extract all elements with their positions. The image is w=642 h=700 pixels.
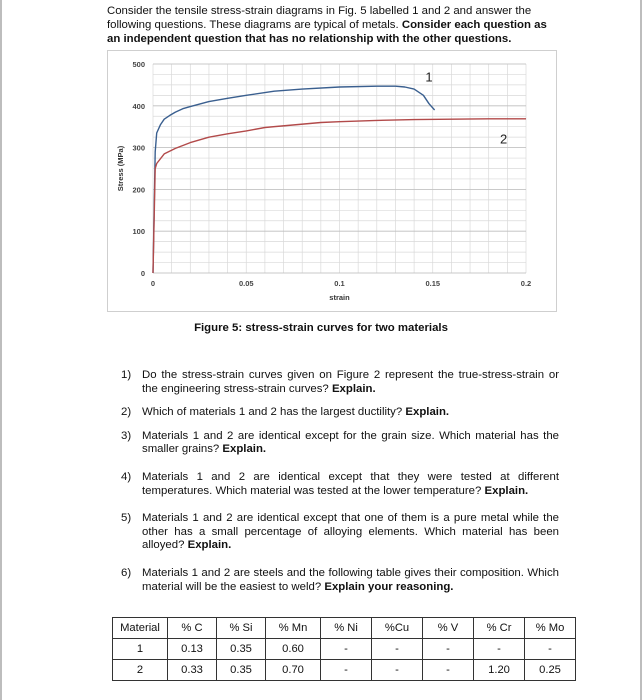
- table-cell: 0.13: [168, 639, 217, 660]
- table-cell: 0.35: [217, 660, 266, 681]
- table-cell: -: [372, 639, 423, 660]
- question-2: [121, 406, 559, 420]
- x-tick-label: 0.2: [520, 279, 532, 288]
- question-number: 2): [121, 406, 132, 419]
- table-header-cell: % Mo: [525, 618, 576, 639]
- table-cell: 0.35: [217, 639, 266, 660]
- question-emphasis: Explain.: [331, 382, 376, 395]
- table-header-cell: % V: [423, 618, 474, 639]
- question-number: 1): [121, 369, 132, 381]
- table-cell: -: [321, 639, 372, 660]
- intro-paragraph: [107, 4, 562, 47]
- composition-table: [112, 617, 576, 681]
- table-header-cell: % Ni: [321, 618, 372, 639]
- y-tick-label: 400: [132, 101, 145, 111]
- y-tick-label: 0: [140, 269, 145, 278]
- table-header-cell: % Si: [217, 618, 266, 639]
- table-cell: 0.60: [266, 639, 321, 660]
- table-cell: -: [372, 660, 423, 681]
- question-text: Do the stress-strain curves given on Figure 2 represent the true-stress-strain or the engineering stress-strain curves?: [142, 369, 559, 395]
- y-tick-label: 500: [132, 60, 145, 69]
- question-text: Materials 1 and 2 are steels and the following table gives their composition. Which material will be the easiest to weld?: [142, 566, 559, 593]
- table-cell: 1.20: [474, 660, 525, 681]
- y-tick-label: 300: [132, 143, 145, 153]
- table-cell: 0.25: [525, 660, 576, 681]
- table-cell: -: [423, 639, 474, 660]
- question-number: 4): [121, 470, 132, 483]
- table-header-row: [113, 618, 576, 639]
- curve-label-1: 1: [425, 69, 433, 85]
- table-header-cell: % Mn: [266, 618, 321, 639]
- figure-caption: Figure 5: stress-strain curves for two materials: [194, 322, 448, 334]
- question-emphasis: Explain.: [484, 484, 529, 497]
- x-axis-label: strain: [329, 293, 350, 302]
- table-header-cell: %Cu: [372, 618, 423, 639]
- question-emphasis: Explain.: [222, 443, 267, 456]
- table-cell: -: [321, 660, 372, 681]
- stress-strain-chart: [108, 51, 556, 311]
- question-6: [121, 567, 559, 594]
- table-header-cell: % C: [168, 618, 217, 639]
- question-emphasis: Explain.: [405, 406, 450, 419]
- table-cell: -: [423, 660, 474, 681]
- question-emphasis: Explain your reasoning.: [324, 580, 454, 593]
- table-cell: 1: [113, 639, 168, 660]
- table-row: [113, 639, 576, 660]
- table-header-cell: Material: [113, 618, 168, 639]
- intro-text: Consider the tensile stress-strain diagrams in Fig. 5 labelled 1 and 2 and answer the following questions. These diagrams are typical of metals.: [107, 5, 532, 32]
- question-number: 5): [121, 512, 132, 525]
- table-cell: -: [525, 639, 576, 660]
- question-text: Which of materials 1 and 2 has the largest ductility?: [142, 406, 406, 419]
- question-list: [121, 369, 559, 594]
- question-3: [121, 430, 559, 457]
- page-border-left: [0, 0, 2, 700]
- question-number: 6): [121, 566, 132, 579]
- y-axis-label: Stress (MPa): [116, 145, 125, 192]
- table-cell: 0.70: [266, 660, 321, 681]
- question-text: Materials 1 and 2 are identical except for the grain size. Which material has the smaller grains?: [142, 429, 559, 456]
- question-5: [121, 512, 559, 553]
- table-cell: 2: [113, 660, 168, 681]
- table-cell: -: [474, 639, 525, 660]
- stress-strain-figure: [107, 50, 557, 312]
- question-emphasis: Explain.: [187, 539, 232, 552]
- question-4: [121, 471, 559, 498]
- question-text: Materials 1 and 2 are identical except that one of them is a pure metal while the other has a small percentage of alloying elements. Which material has been alloyed?: [142, 512, 559, 552]
- y-tick-label: 100: [132, 227, 145, 237]
- table-cell: 0.33: [168, 660, 217, 681]
- y-tick-label: 200: [132, 185, 145, 195]
- curve-label-2: 2: [500, 131, 508, 147]
- intro-bold-text: Consider each question as an independent question that has no relationship with the other questions.: [107, 19, 547, 46]
- question-number: 3): [121, 429, 132, 442]
- x-tick-label: 0.05: [238, 279, 254, 288]
- series-line-1: [153, 86, 435, 273]
- question-1: [121, 369, 559, 396]
- table-header-cell: % Cr: [474, 618, 525, 639]
- question-text: Materials 1 and 2 are identical except that they were tested at different temperatures. Which material was tested at the lower temperature?: [142, 470, 559, 497]
- table-row: [113, 660, 576, 681]
- x-tick-label: 0.15: [425, 279, 441, 288]
- x-tick-label: 0: [150, 279, 156, 288]
- x-tick-label: 0.1: [334, 279, 345, 288]
